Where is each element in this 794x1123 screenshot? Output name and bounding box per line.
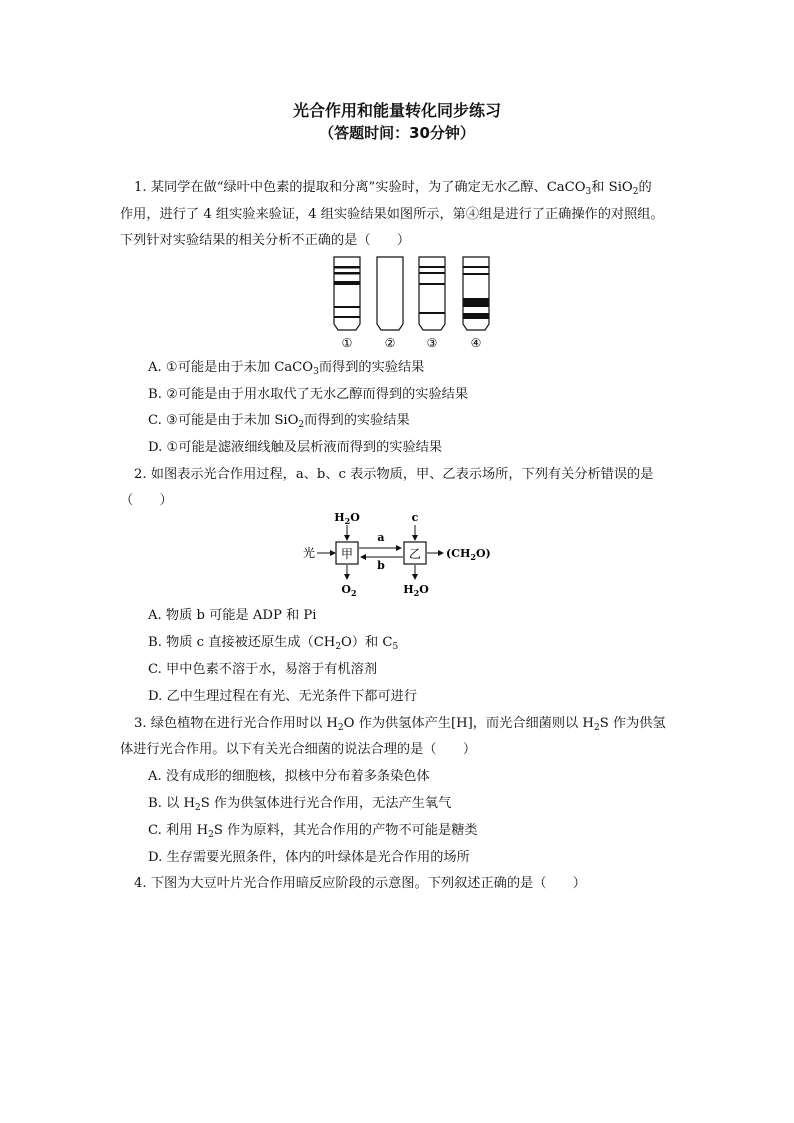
tube-1: [334, 257, 360, 330]
q3-option-b: B. 以 $H_2S$ 作为供氢体进行光合作用，无法产生氧气: [148, 796, 452, 813]
yi-label: 乙: [408, 547, 422, 561]
q2-option-b: B. 物质 c 直接被还原生成$(CH_2O)$和 $C_5$: [148, 635, 399, 652]
q1-option-c: C. ③可能是由于未加 SiO$_2$而得到的实验结果: [148, 413, 410, 430]
tube-2: [377, 257, 403, 330]
tube-3: [419, 257, 445, 330]
h2o-output-label: $H_2O$: [403, 583, 429, 598]
tube-label-4: ④: [470, 336, 482, 350]
photosynthesis-process-diagram: [295, 508, 505, 598]
q3-option-d: D. 生存需要光照条件，体内的叶绿体是光合作用的场所: [148, 850, 470, 865]
light-label: 光: [303, 546, 316, 560]
tube-label-1: ①: [341, 336, 353, 350]
q3-line-2: 体进行光合作用。以下有关光合细菌的说法合理的是（ ）: [120, 742, 477, 757]
title-block: [0, 100, 794, 144]
q3-option-a: A. 没有成形的细胞核，拟核中分布着多条染色体: [148, 769, 430, 784]
tube-4: [463, 257, 489, 330]
q3-option-c: C. 利用 $H_2S$ 作为原料，其光合作用的产物不可能是糖类: [148, 823, 478, 840]
page-subtitle: （答题时间：30分钟）: [319, 124, 475, 142]
tube-label-2: ②: [384, 336, 396, 350]
q4-line-1: 4. 下图为大豆叶片光合作用暗反应阶段的示意图。下列叙述正确的是（ ）: [134, 876, 586, 891]
ch2o-label: $(CH_2O)$: [446, 547, 491, 562]
o2-label: $O_2$: [341, 583, 357, 598]
q1-line-3: 下列针对实验结果的相关分析不正确的是（ ）: [120, 233, 411, 248]
tube-label-3: ③: [426, 336, 438, 350]
q3-line-1: 3. 绿色植物在进行光合作用时以 $H_2O$ 作为供氢体产生[H]，而光合细菌则以 $H_2S$ 作为供氢: [134, 716, 666, 733]
c-label: c: [411, 511, 419, 524]
q2-option-c: C. 甲中色素不溶于水，易溶于有机溶剂: [148, 662, 378, 677]
h2o-input-label: $H_2O$: [334, 511, 360, 526]
b-label: b: [377, 559, 385, 572]
q2-line-2: （ ）: [120, 493, 173, 508]
q2-option-d: D. 乙中生理过程在有光、无光条件下都可进行: [148, 689, 418, 704]
q2-option-a: A. 物质 b 可能是 ADP 和 Pi: [148, 608, 317, 623]
a-label: a: [377, 531, 385, 544]
chromatography-tubes-figure: [325, 254, 500, 350]
q1-line-1: 1. 某同学在做“绿叶中色素的提取和分离”实验时，为了确定无水乙醇、CaCO$_3$和 SiO$_2$的: [134, 180, 652, 197]
q1-line-2: 作用，进行了 4 组实验来验证，4 组实验结果如图所示，第④组是进行了正确操作的对照组。: [120, 207, 664, 222]
page-title: 光合作用和能量转化同步练习: [292, 101, 501, 120]
q2-line-1: 2. 如图表示光合作用过程，a、b、c 表示物质，甲、乙表示场所，下列有关分析错误的是: [134, 467, 654, 482]
q1-option-b: B. ②可能是由于用水取代了无水乙醇而得到的实验结果: [148, 387, 469, 402]
jia-label: 甲: [340, 547, 354, 561]
q1-option-d: D. ①可能是滤液细线触及层析液而得到的实验结果: [148, 440, 443, 455]
q1-option-a: A. ①可能是由于未加 CaCO$_3$而得到的实验结果: [148, 360, 425, 377]
